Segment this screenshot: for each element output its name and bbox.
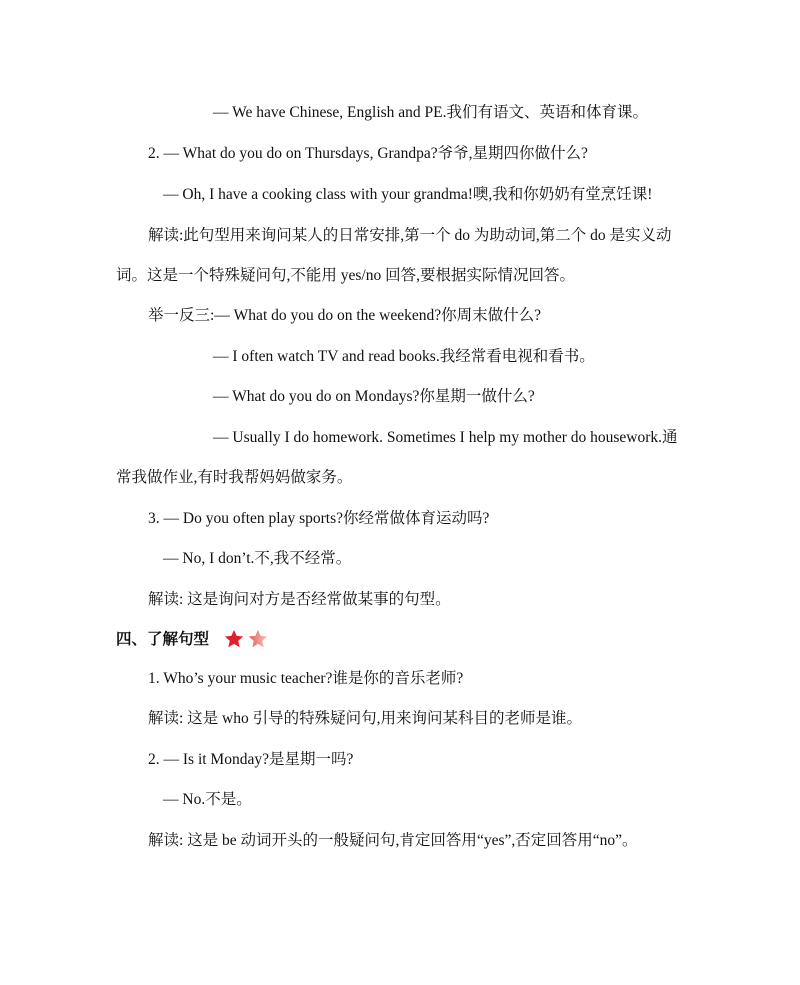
pattern-1-explanation: 解读: 这是 who 引导的特殊疑问句,用来询问某科目的老师是谁。 bbox=[148, 710, 583, 727]
section-heading bbox=[116, 628, 269, 650]
section-heading-text: 四、了解句型 bbox=[116, 630, 210, 648]
explanation-3: 解读: 这是询问对方是否经常做某事的句型。 bbox=[148, 591, 451, 608]
text-line-1: — We have Chinese, English and PE.我们有语文、英语和体育课。 bbox=[213, 104, 649, 121]
pattern-1: 1. Who’s your music teacher?谁是你的音乐老师? bbox=[148, 670, 464, 687]
practice-line-3: — What do you do on Mondays?你星期一做什么? bbox=[213, 388, 535, 405]
practice-line-5: 常我做作业,有时我帮妈妈做家务。 bbox=[116, 469, 353, 486]
example-3-question: 3. — Do you often play sports?你经常做体育运动吗? bbox=[148, 510, 490, 527]
difficulty-stars bbox=[223, 628, 269, 650]
explanation-line-2: 词。这是一个特殊疑问句,不能用 yes/no 回答,要根据实际情况回答。 bbox=[116, 267, 575, 284]
example-3-answer: — No, I don’t.不,我不经常。 bbox=[163, 550, 352, 567]
explanation-line-1: 解读:此句型用来询问某人的日常安排,第一个 do 为助动词,第二个 do 是实义动 bbox=[148, 227, 672, 244]
practice-line-4: — Usually I do homework. Sometimes I help my mother do housework.通 bbox=[213, 429, 678, 446]
practice-line-1: 举一反三:— What do you do on the weekend?你周末做什么? bbox=[148, 307, 542, 324]
pattern-2-explanation: 解读: 这是 be 动词开头的一般疑问句,肯定回答用“yes”,否定回答用“no”。 bbox=[148, 832, 638, 849]
star-half-icon bbox=[247, 628, 269, 650]
example-2-answer: — Oh, I have a cooking class with your grandma!噢,我和你奶奶有堂烹饪课! bbox=[163, 186, 653, 203]
practice-line-2: — I often watch TV and read books.我经常看电视和看书。 bbox=[213, 348, 595, 365]
example-2-question: 2. — What do you do on Thursdays, Grandpa?爷爷,星期四你做什么? bbox=[148, 145, 588, 162]
pattern-2-question: 2. — Is it Monday?是星期一吗? bbox=[148, 751, 354, 768]
star-filled-icon bbox=[223, 628, 245, 650]
pattern-2-answer: — No.不是。 bbox=[163, 791, 252, 808]
